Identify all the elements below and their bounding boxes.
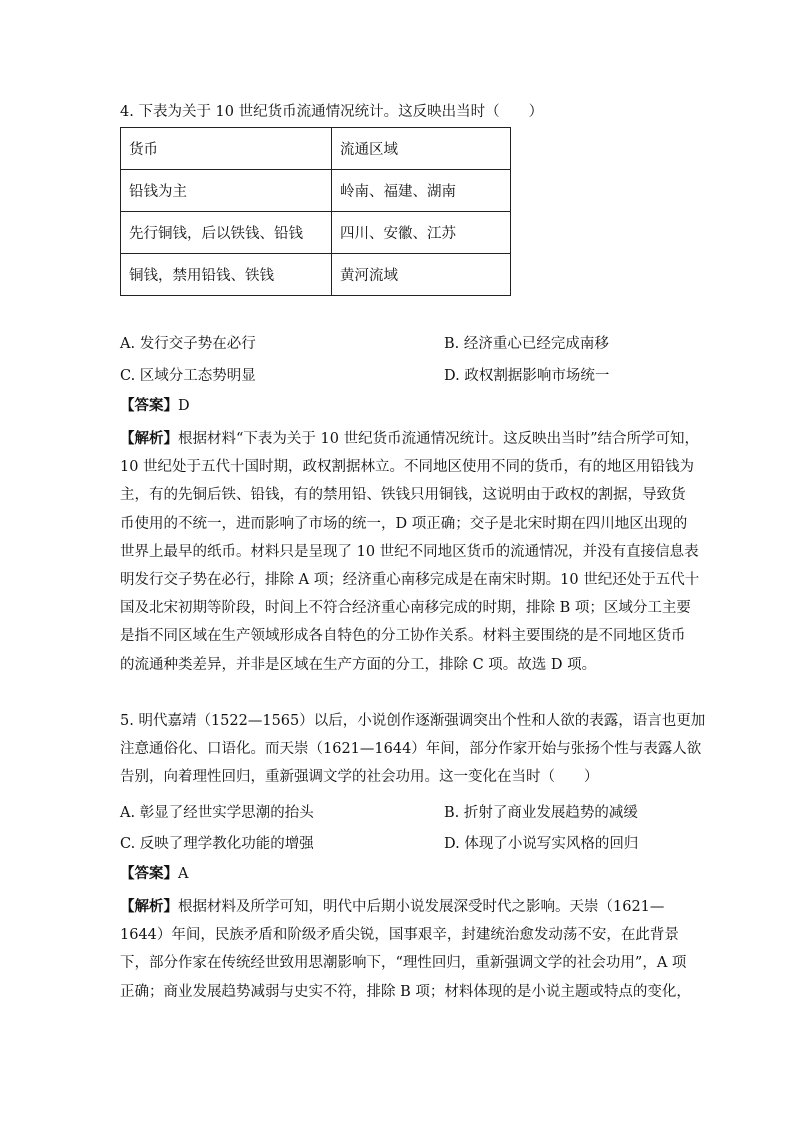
q5-option-c: C. 反映了理学教化功能的增强 xyxy=(120,836,314,852)
analysis-line: 是指不同区域在生产领域形成各自特色的分工协作关系。材料主要围绕的是不同地区货币 xyxy=(120,628,686,645)
table-cell: 黄河流域 xyxy=(332,254,511,296)
analysis-line: 正确；商业发展趋势减弱与史实不符，排除 B 项；材料体现的是小说主题或特点的变化， xyxy=(120,983,691,1000)
analysis-label: 【解析】 xyxy=(120,430,178,447)
analysis-line: 国及北宋初期等阶段，时间上不符合经济重心南移完成的时期，排除 B 项；区域分工主要 xyxy=(120,600,691,617)
table-cell: 铅钱为主 xyxy=(121,170,332,212)
table-row xyxy=(121,254,511,296)
analysis-line: 币使用的不统一，进而影响了市场的统一，D 项正确；交子是北宋时期在四川地区出现的 xyxy=(120,515,688,532)
analysis-label: 【解析】 xyxy=(120,898,178,915)
analysis-line: 【解析】根据材料及所学可知，明代中后期小说发展深受时代之影响。天崇（1621— xyxy=(120,898,665,915)
analysis-line: 1644）年间，民族矛盾和阶级矛盾尖锐，国事艰辛，封建统治愈发动荡不安，在此背景 xyxy=(120,927,679,944)
q4-option-c: C. 区域分工态势明显 xyxy=(120,368,256,384)
table-header-cell: 流通区域 xyxy=(332,128,511,170)
table-cell: 铜钱，禁用铅钱、铁钱 xyxy=(121,254,332,296)
answer-value: A xyxy=(178,866,189,882)
table-cell: 四川、安徽、江苏 xyxy=(332,212,511,254)
answer-value: D xyxy=(178,398,190,414)
analysis-line: 主，有的先铜后铁、铅钱，有的禁用铅、铁钱只用铜钱，这说明由于政权的割据，导致货 xyxy=(120,487,686,504)
analysis-line: 【解析】根据材料“下表为关于 10 世纪货币流通情况统计。这反映出当时”结合所学可知， xyxy=(120,430,699,447)
q5-analysis xyxy=(120,893,691,1006)
q4-answer xyxy=(120,396,190,416)
analysis-line: 世界上最早的纸币。材料只是呈现了 10 世纪不同地区货币的流通情况，并没有直接信息表 xyxy=(120,543,699,560)
analysis-line: 明发行交子势在必行，排除 A 项；经济重心南移完成是在南宋时期。10 世纪还处于五代十 xyxy=(120,572,700,589)
stem-line: 5. 明代嘉靖（1522—1565）以后，小说创作逐渐强调突出个性和人欲的表露，语言也更加 xyxy=(120,713,706,729)
q5-option-a: A. 彰显了经世实学思潮的抬头 xyxy=(120,805,314,821)
analysis-line: 的流通种类差异，并非是区域在生产方面的分工，排除 C 项。故选 D 项。 xyxy=(120,656,597,673)
answer-label: 【答案】 xyxy=(120,397,178,414)
q5-option-d: D. 体现了小说写实风格的回归 xyxy=(444,836,639,852)
q5-option-b: B. 折射了商业发展趋势的减缓 xyxy=(444,805,638,821)
analysis-line: 下，部分作家在传统经世致用思潮影响下，“理性回归，重新强调文学的社会功用”，A 项 xyxy=(120,955,687,972)
analysis-line: 10 世纪处于五代十国时期，政权割据林立。不同地区使用不同的货币，有的地区用铅钱为 xyxy=(120,459,695,476)
stem-line: 告别，向着理性回归，重新强调文学的社会功用。这一变化在当时（ ） xyxy=(120,769,599,786)
table-cell: 岭南、福建、湖南 xyxy=(332,170,511,212)
table-header-cell: 货币 xyxy=(121,128,332,170)
q4-option-d: D. 政权割据影响市场统一 xyxy=(444,368,610,384)
q4-option-a: A. 发行交子势在必行 xyxy=(120,336,256,352)
q4-analysis xyxy=(120,425,700,679)
q4-stem: 4. 下表为关于 10 世纪货币流通情况统计。这反映出当时（ ） xyxy=(120,104,544,120)
table-row xyxy=(121,170,511,212)
table-row xyxy=(121,212,511,254)
q5-stem xyxy=(120,707,706,792)
q5-answer xyxy=(120,864,188,884)
table-cell: 先行铜钱，后以铁钱、铅钱 xyxy=(121,212,332,254)
q4-option-b: B. 经济重心已经完成南移 xyxy=(444,336,609,352)
currency-table xyxy=(120,127,511,296)
stem-line: 注意通俗化、口语化。而天崇（1621—1644）年间，部分作家开始与张扬个性与表露人欲 xyxy=(120,741,702,758)
answer-label: 【答案】 xyxy=(120,865,178,882)
table-row xyxy=(121,128,511,170)
